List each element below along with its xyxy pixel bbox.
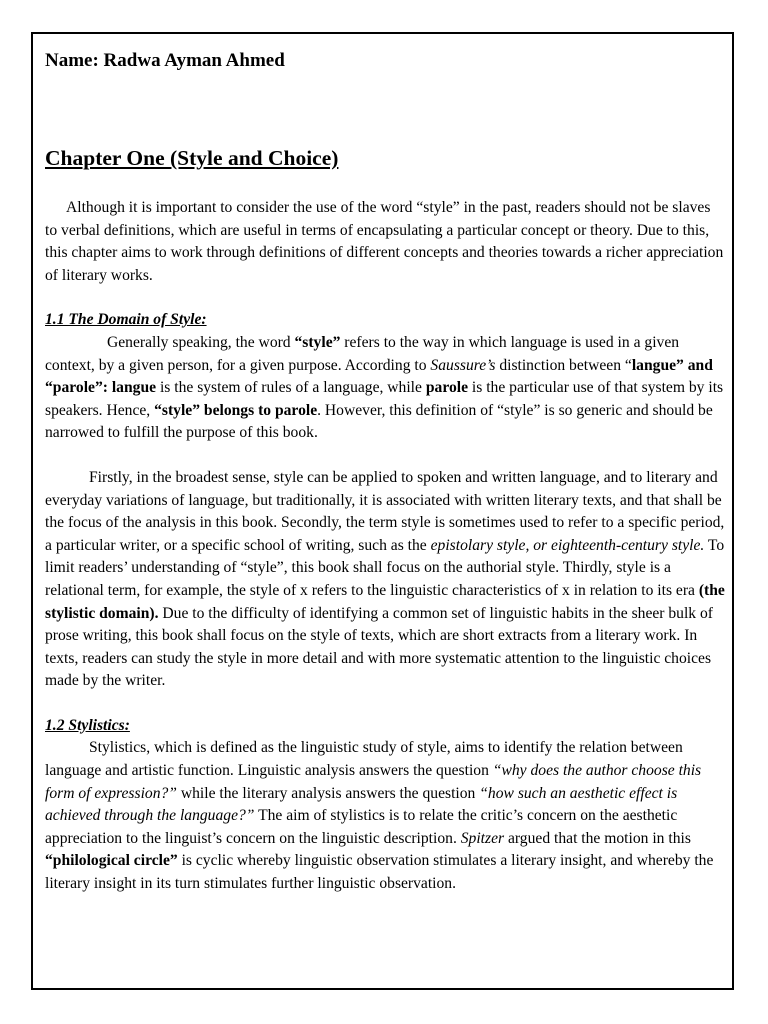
- document-body: [45, 197, 725, 896]
- author-name: Name: Radwa Ayman Ahmed: [45, 50, 285, 71]
- chapter-title: Chapter One (Style and Choice): [45, 146, 339, 170]
- document-content: [45, 45, 725, 893]
- intro-paragraph: Although it is important to consider the use of the word “style” in the past, readers should not be slaves to verbal definitions, which are useful in terms of encapsulating a particular concept or theory. Due to this, this chapter aims to work through definitions of different concepts and theories towards a richer appreciation of literary works.: [45, 199, 724, 284]
- stylistics-paragraph: Stylistics, which is defined as the linguistic study of style, aims to identify the relation between language and artistic function. Linguistic analysis answers the question “why does the author choose this form of expression?” while the literary analysis answers the question “how such an aesthetic effect is achieved through the language?” The aim of stylistics is to relate the critic’s concern on the aesthetic appreciation to the linguist’s concern on the linguistic description. Spitzer argued that the motion in this “philological circle” is cyclic whereby linguistic observation stimulates a literary insight, and whereby the literary insight in its turn stimulates further linguistic observation.: [45, 739, 714, 893]
- domain-paragraph-1: Generally speaking, the word “style” refers to the way in which language is used in a given context, by a given person, for a given purpose. According to Saussure’s distinction between “langue” and “parole”: langue is the system of rules of a language, while parole is the particular use of that system by its speakers. Hence, “style” belongs to parole. However, this definition of “style” is so generic and should be narrowed to fulfill the purpose of this book.: [45, 333, 724, 442]
- domain-paragraph-2: Firstly, in the broadest sense, style can be applied to spoken and written language, and to literary and everyday variations of language, but traditionally, it is associated with written literary texts, and that shall be the focus of the analysis in this book. Secondly, the term style is sometimes used to refer to a specific period, a particular writer, or a specific school of writing, such as the epistolary style, or eighteenth-century style. To limit readers’ understanding of “style”, this book shall focus on the authorial style. Thirdly, style is a relational term, for example, the style of x refers to the linguistic characteristics of x in relation to its era (the stylistic domain). Due to the difficulty of identifying a common set of linguistic habits in the sheer bulk of prose writing, this book shall focus on the style of texts, which are short extracts from a literary work. In texts, readers can study the style in more detail and with more systematic attention to the linguistic choices made by the writer.: [45, 468, 725, 690]
- section-heading-domain-of-style: 1.1 The Domain of Style:: [45, 311, 207, 329]
- section-heading-stylistics: 1.2 Stylistics:: [45, 716, 130, 734]
